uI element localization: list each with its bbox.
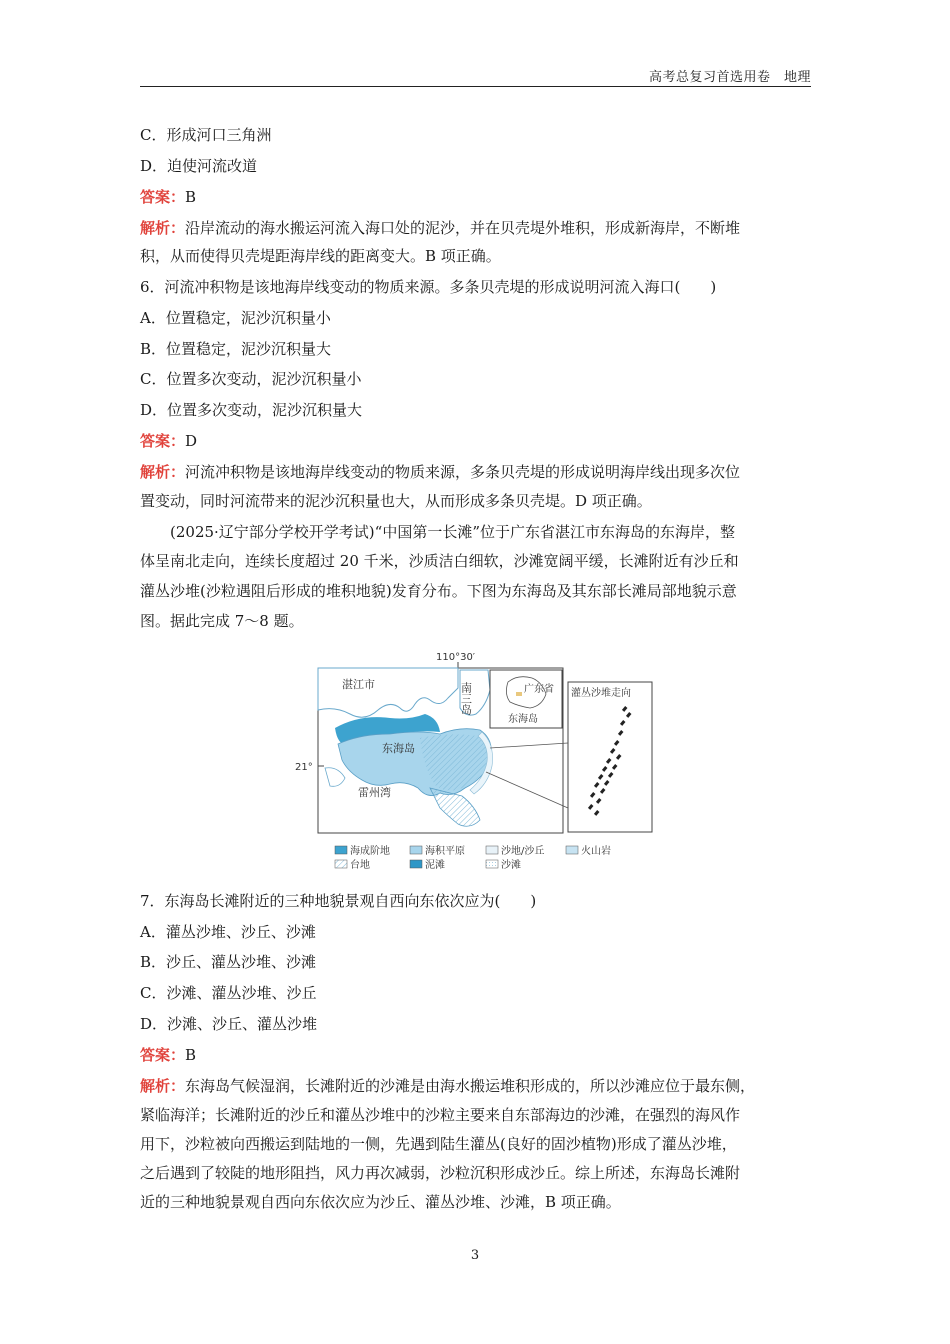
analysis-6-cont: 置变动，同时河流带来的泥沙沉积量也大，从而形成多条贝壳堤。D 项正确。 [140, 492, 652, 510]
header-title: 高考总复习首选用卷 地理 [648, 70, 811, 85]
analysis-7-line-3: 用下，沙粒被向西搬运到陆地的一侧，先遇到陆生灌丛(良好的固沙植物)形成了灌丛沙堆， [140, 1135, 737, 1153]
option-d-7: D．沙滩、沙丘、灌丛沙堆 [140, 1015, 318, 1033]
dune-inset [568, 682, 652, 832]
option-a-6: A．位置稳定，泥沙沉积量小 [140, 309, 331, 327]
latitude-label: 21° [295, 762, 313, 773]
option-c-7: C．沙滩、灌丛沙堆、沙丘 [140, 984, 317, 1002]
island-marker [516, 692, 522, 696]
passage-line-3: 灌丛沙堆(沙粒遇阻后形成的堆积地貌)发育分布。下图为东海岛及其东部长滩局部地貌示意 [140, 582, 737, 600]
passage-line-2: 体呈南北走向，连续长度超过 20 千米，沙质洁白细软，沙滩宽阔平缓，长滩附近有沙丘和 [140, 552, 739, 570]
option-d-5: D．迫使河流改道 [140, 157, 258, 175]
analysis-7-line-5: 近的三种地貌景观自西向东依次应为沙丘、灌丛沙堆、沙滩，B 项正确。 [140, 1193, 621, 1211]
map-legend [335, 844, 611, 871]
longitude-label: 110°30′ [436, 652, 476, 663]
answer-7: 答案：B [140, 1046, 197, 1064]
legend-volcanic: 火山岩 [581, 846, 611, 857]
bay-label: 雷州湾 [358, 786, 391, 799]
legend-beach: 沙滩 [501, 860, 521, 871]
page-header [140, 66, 811, 87]
question-6: 6．河流冲积物是该地海岸线变动的物质来源。多条贝壳堤的形成说明河流入海口( ) [140, 278, 717, 296]
legend-mudflat: 泥滩 [425, 860, 445, 871]
inset-island-label: 东海岛 [508, 714, 538, 725]
analysis-5: 解析：沿岸流动的海水搬运河流入海口处的泥沙，并在贝壳堤外堆积，形成新海岸，不断堆 [140, 219, 741, 237]
analysis-7: 解析：东海岛气候湿润，长滩附近的沙滩是由海水搬运堆积形成的，所以沙滩应位于最东侧， [140, 1077, 756, 1095]
legend-sea-terrace: 海成阶地 [350, 846, 390, 857]
nansan-label: 南三岛 [459, 682, 473, 715]
map-figure [290, 648, 660, 873]
answer-6: 答案：D [140, 432, 198, 450]
option-a-7: A．灌丛沙堆、沙丘、沙滩 [140, 923, 316, 941]
option-b-7: B．沙丘、灌丛沙堆、沙滩 [140, 953, 317, 971]
option-c-6: C．位置多次变动，泥沙沉积量小 [140, 370, 362, 388]
donghai-island-map [290, 648, 660, 873]
option-b-6: B．位置稳定，泥沙沉积量大 [140, 340, 332, 358]
question-7: 7．东海岛长滩附近的三种地貌景观自西向东依次应为( ) [140, 892, 537, 910]
analysis-6: 解析：河流冲积物是该地海岸线变动的物质来源，多条贝壳堤的形成说明海岸线出现多次位 [140, 463, 741, 481]
dune-inset-title: 灌丛沙堆走向 [571, 688, 631, 699]
option-d-6: D．位置多次变动，泥沙沉积量大 [140, 401, 363, 419]
island-label: 东海岛 [382, 742, 415, 755]
legend-marine-plain: 海积平原 [425, 846, 465, 857]
passage-line-4: 图。据此完成 7～8 题。 [140, 612, 304, 630]
province-label: 广东省 [524, 684, 554, 695]
passage-line-1: (2025·辽宁部分学校开学考试)“中国第一长滩”位于广东省湛江市东海岛的东海岸，整 [140, 523, 735, 541]
analysis-5-cont: 积，从而使得贝壳堤距海岸线的距离变大。B 项正确。 [140, 247, 501, 265]
option-c-5: C．形成河口三角洲 [140, 126, 272, 144]
legend-sand-dune: 沙地/沙丘 [501, 846, 545, 857]
legend-tableland: 台地 [350, 860, 370, 871]
city-label: 湛江市 [342, 678, 375, 691]
answer-5: 答案：B [140, 188, 197, 206]
analysis-7-line-4: 之后遇到了较陡的地形阻挡，风力再次减弱，沙粒沉积形成沙丘。综上所述，东海岛长滩附 [140, 1164, 741, 1182]
analysis-7-line-2: 紧临海洋；长滩附近的沙丘和灌丛沙堆中的沙粒主要来自东部海边的沙滩，在强烈的海风作 [140, 1106, 741, 1124]
page-number: 3 [470, 1248, 480, 1263]
